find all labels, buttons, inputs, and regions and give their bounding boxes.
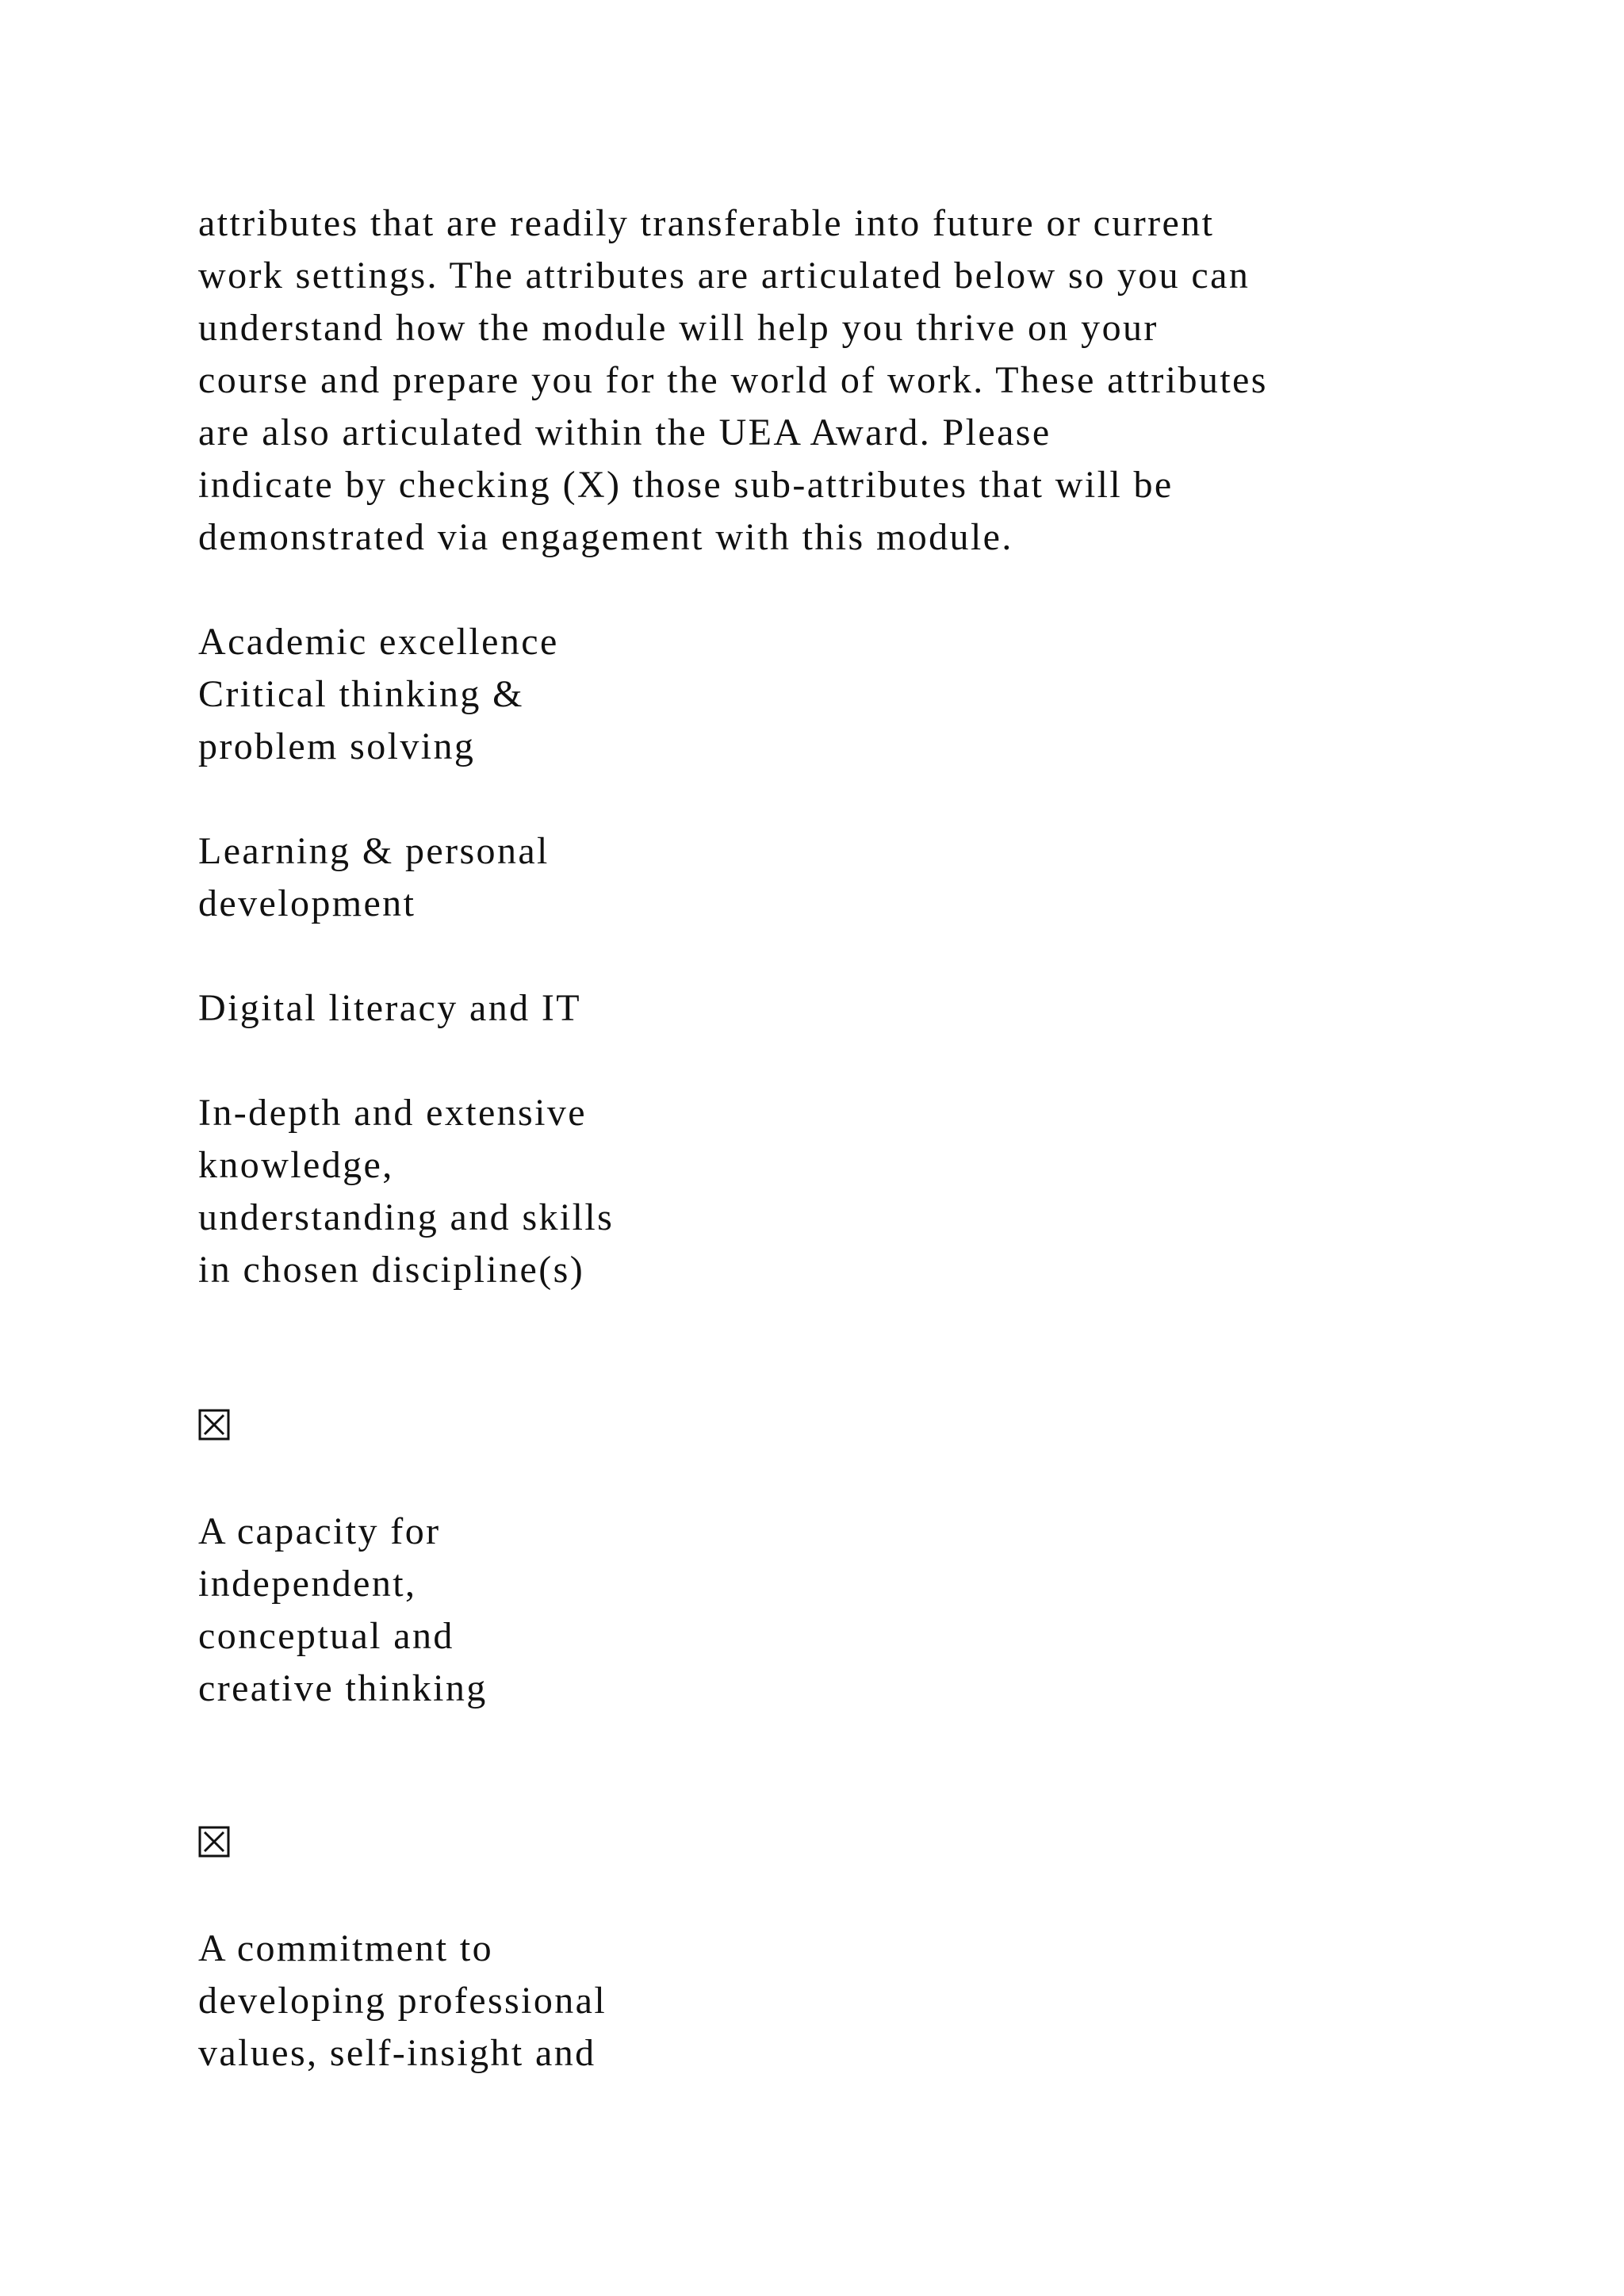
- attribute-digital-literacy: Digital literacy and IT: [198, 987, 582, 1029]
- sub-attribute-in-depth-knowledge: knowledge,: [198, 1144, 394, 1186]
- attribute-critical-thinking: problem solving: [198, 725, 476, 767]
- attribute-critical-thinking: Critical thinking &: [198, 673, 524, 715]
- intro-line: understand how the module will help you thrive on your: [198, 307, 1159, 349]
- attribute-learning-development: development: [198, 882, 416, 924]
- sub-attribute-in-depth-knowledge: In-depth and extensive: [198, 1092, 587, 1134]
- sub-attribute-professional-values: values, self-insight and: [198, 2032, 596, 2074]
- sub-attribute-independent-thinking: independent,: [198, 1563, 417, 1605]
- checked-box-icon[interactable]: [198, 1826, 230, 1858]
- intro-line: indicate by checking (X) those sub-attributes that will be: [198, 464, 1174, 506]
- intro-line: are also articulated within the UEA Award. Please: [198, 411, 1051, 453]
- intro-line: demonstrated via engagement with this module.: [198, 516, 1013, 558]
- intro-line: work settings. The attributes are articulated below so you can: [198, 254, 1251, 297]
- intro-line: course and prepare you for the world of work. These attributes: [198, 359, 1268, 401]
- attribute-learning-development: Learning & personal: [198, 830, 550, 872]
- sub-attribute-professional-values: developing professional: [198, 1980, 607, 2022]
- sub-attribute-independent-thinking: creative thinking: [198, 1667, 488, 1709]
- checked-box-icon[interactable]: [198, 1409, 230, 1441]
- sub-attribute-in-depth-knowledge: understanding and skills: [198, 1196, 615, 1238]
- intro-line: attributes that are readily transferable into future or current: [198, 202, 1215, 244]
- sub-attribute-independent-thinking: conceptual and: [198, 1615, 454, 1657]
- sub-attribute-in-depth-knowledge: in chosen discipline(s): [198, 1249, 585, 1291]
- sub-attribute-professional-values: A commitment to: [198, 1927, 493, 1969]
- sub-attribute-independent-thinking: A capacity for: [198, 1510, 441, 1552]
- heading-academic-excellence: Academic excellence: [198, 621, 559, 663]
